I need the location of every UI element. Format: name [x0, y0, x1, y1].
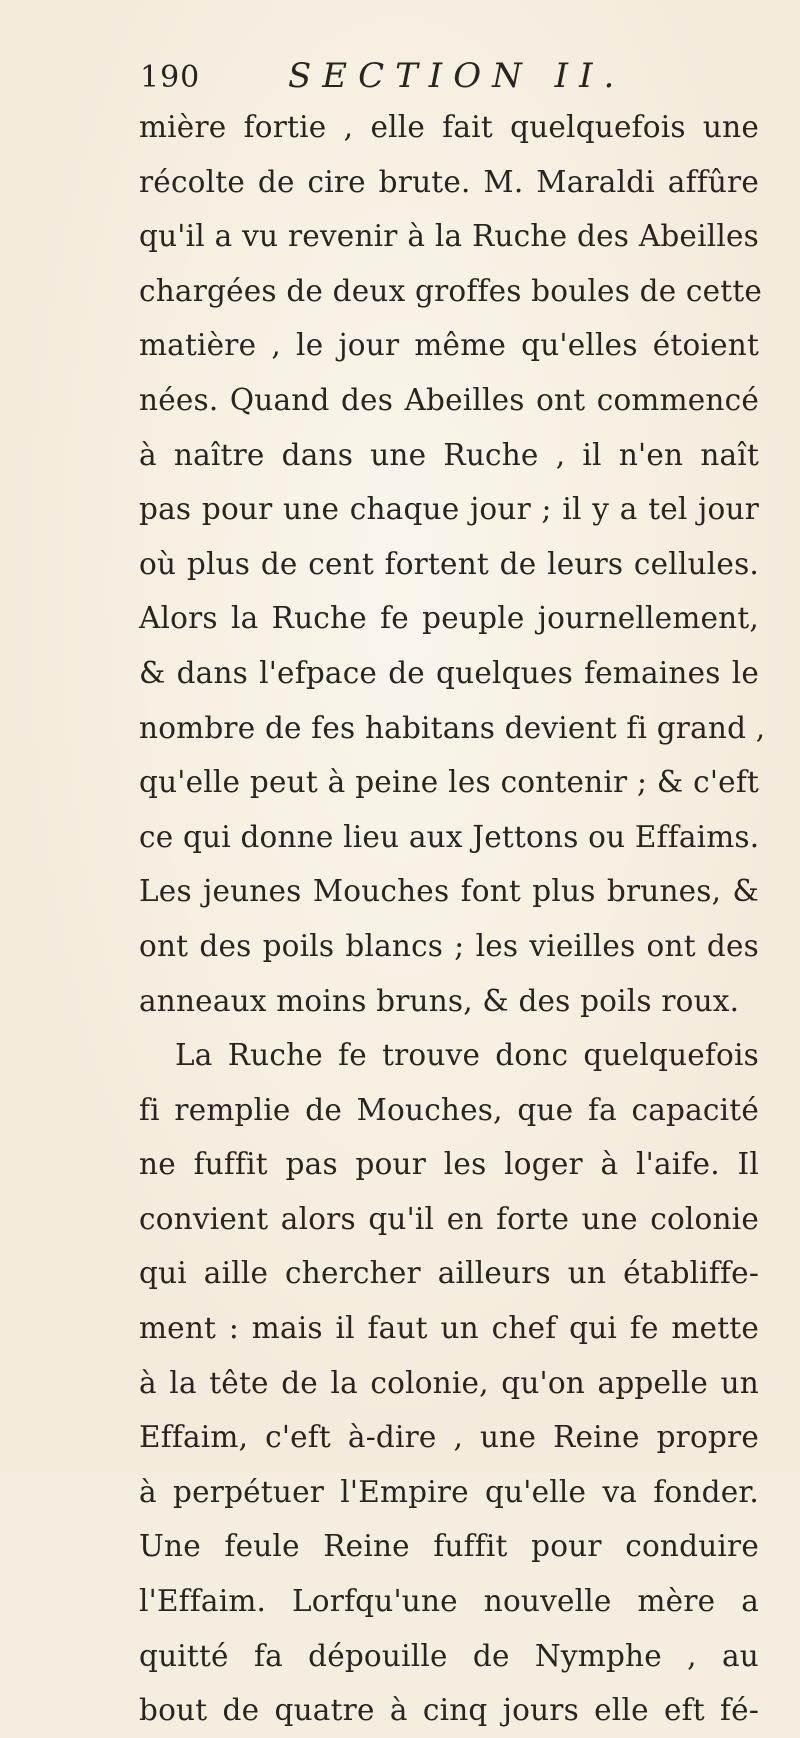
text-line: à la tête de la colonie, qu'on appelle un: [139, 1365, 759, 1400]
text-line: qu'il a vu revenir à la Ruche des Abeilles: [139, 219, 759, 254]
text-line: quitté fa dépouille de Nymphe , au: [139, 1638, 759, 1673]
body-text: [139, 100, 766, 1738]
page-header: [140, 52, 700, 100]
text-line: ne fuffit pas pour les loger à l'aife. Il: [139, 1147, 759, 1182]
text-line: l'Effaim. Lorfqu'une nouvelle mère a: [139, 1584, 759, 1619]
text-line: où plus de cent fortent de leurs cellules.: [139, 546, 759, 581]
text-line: ment : mais il faut un chef qui fe mette: [139, 1311, 759, 1346]
text-line: mière fortie , elle fait quelquefois une: [139, 110, 759, 144]
text-line: Alors la Ruche fe peuple journellement,: [139, 601, 759, 636]
text-line: Les jeunes Mouches font plus brunes, &: [139, 874, 759, 909]
text-line: ce qui donne lieu aux Jettons ou Effaims.: [139, 819, 760, 854]
text-line: récolte de cire brute. M. Maraldi affûre: [139, 164, 759, 199]
text-line: à perpétuer l'Empire qu'elle va fonder.: [139, 1474, 759, 1509]
text-line: anneaux moins bruns, & des poils roux.: [139, 983, 740, 1018]
text-line: à naître dans une Ruche , il n'en naît: [139, 437, 759, 472]
text-line: chargées de deux groffes boules de cette: [139, 273, 763, 308]
text-line: convient alors qu'il en forte une colonie: [139, 1201, 759, 1236]
text-line: ont des poils blancs ; les vieilles ont des: [139, 928, 759, 963]
text-line: Une feule Reine fuffit pour conduire: [139, 1529, 759, 1564]
text-line: nées. Quand des Abeilles ont commencé: [139, 382, 759, 417]
text-line: nombre de fes habitans devient fi grand ,: [139, 710, 766, 745]
text-line: pas pour une chaque jour ; il y a tel jour: [139, 492, 759, 527]
text-line: qu'elle peut à peine les contenir ; & c'eft: [139, 765, 759, 800]
text-line: bout de quatre à cinq jours elle eft fé-: [139, 1693, 759, 1728]
page-number: 190: [140, 60, 201, 95]
running-head: SECTION II.: [288, 56, 626, 96]
text-line: qui aille chercher ailleurs un établiffe-: [139, 1256, 759, 1291]
text-line: matière , le jour même qu'elles étoient: [139, 328, 759, 363]
text-line: fi remplie de Mouches, que fa capacité: [139, 1092, 759, 1127]
text-line: La Ruche fe trouve donc quelquefois: [175, 1038, 759, 1073]
text-line: & dans l'efpace de quelques femaines le: [139, 655, 759, 690]
text-line: Effaim, c'eft à-dire , une Reine propre: [139, 1420, 759, 1455]
